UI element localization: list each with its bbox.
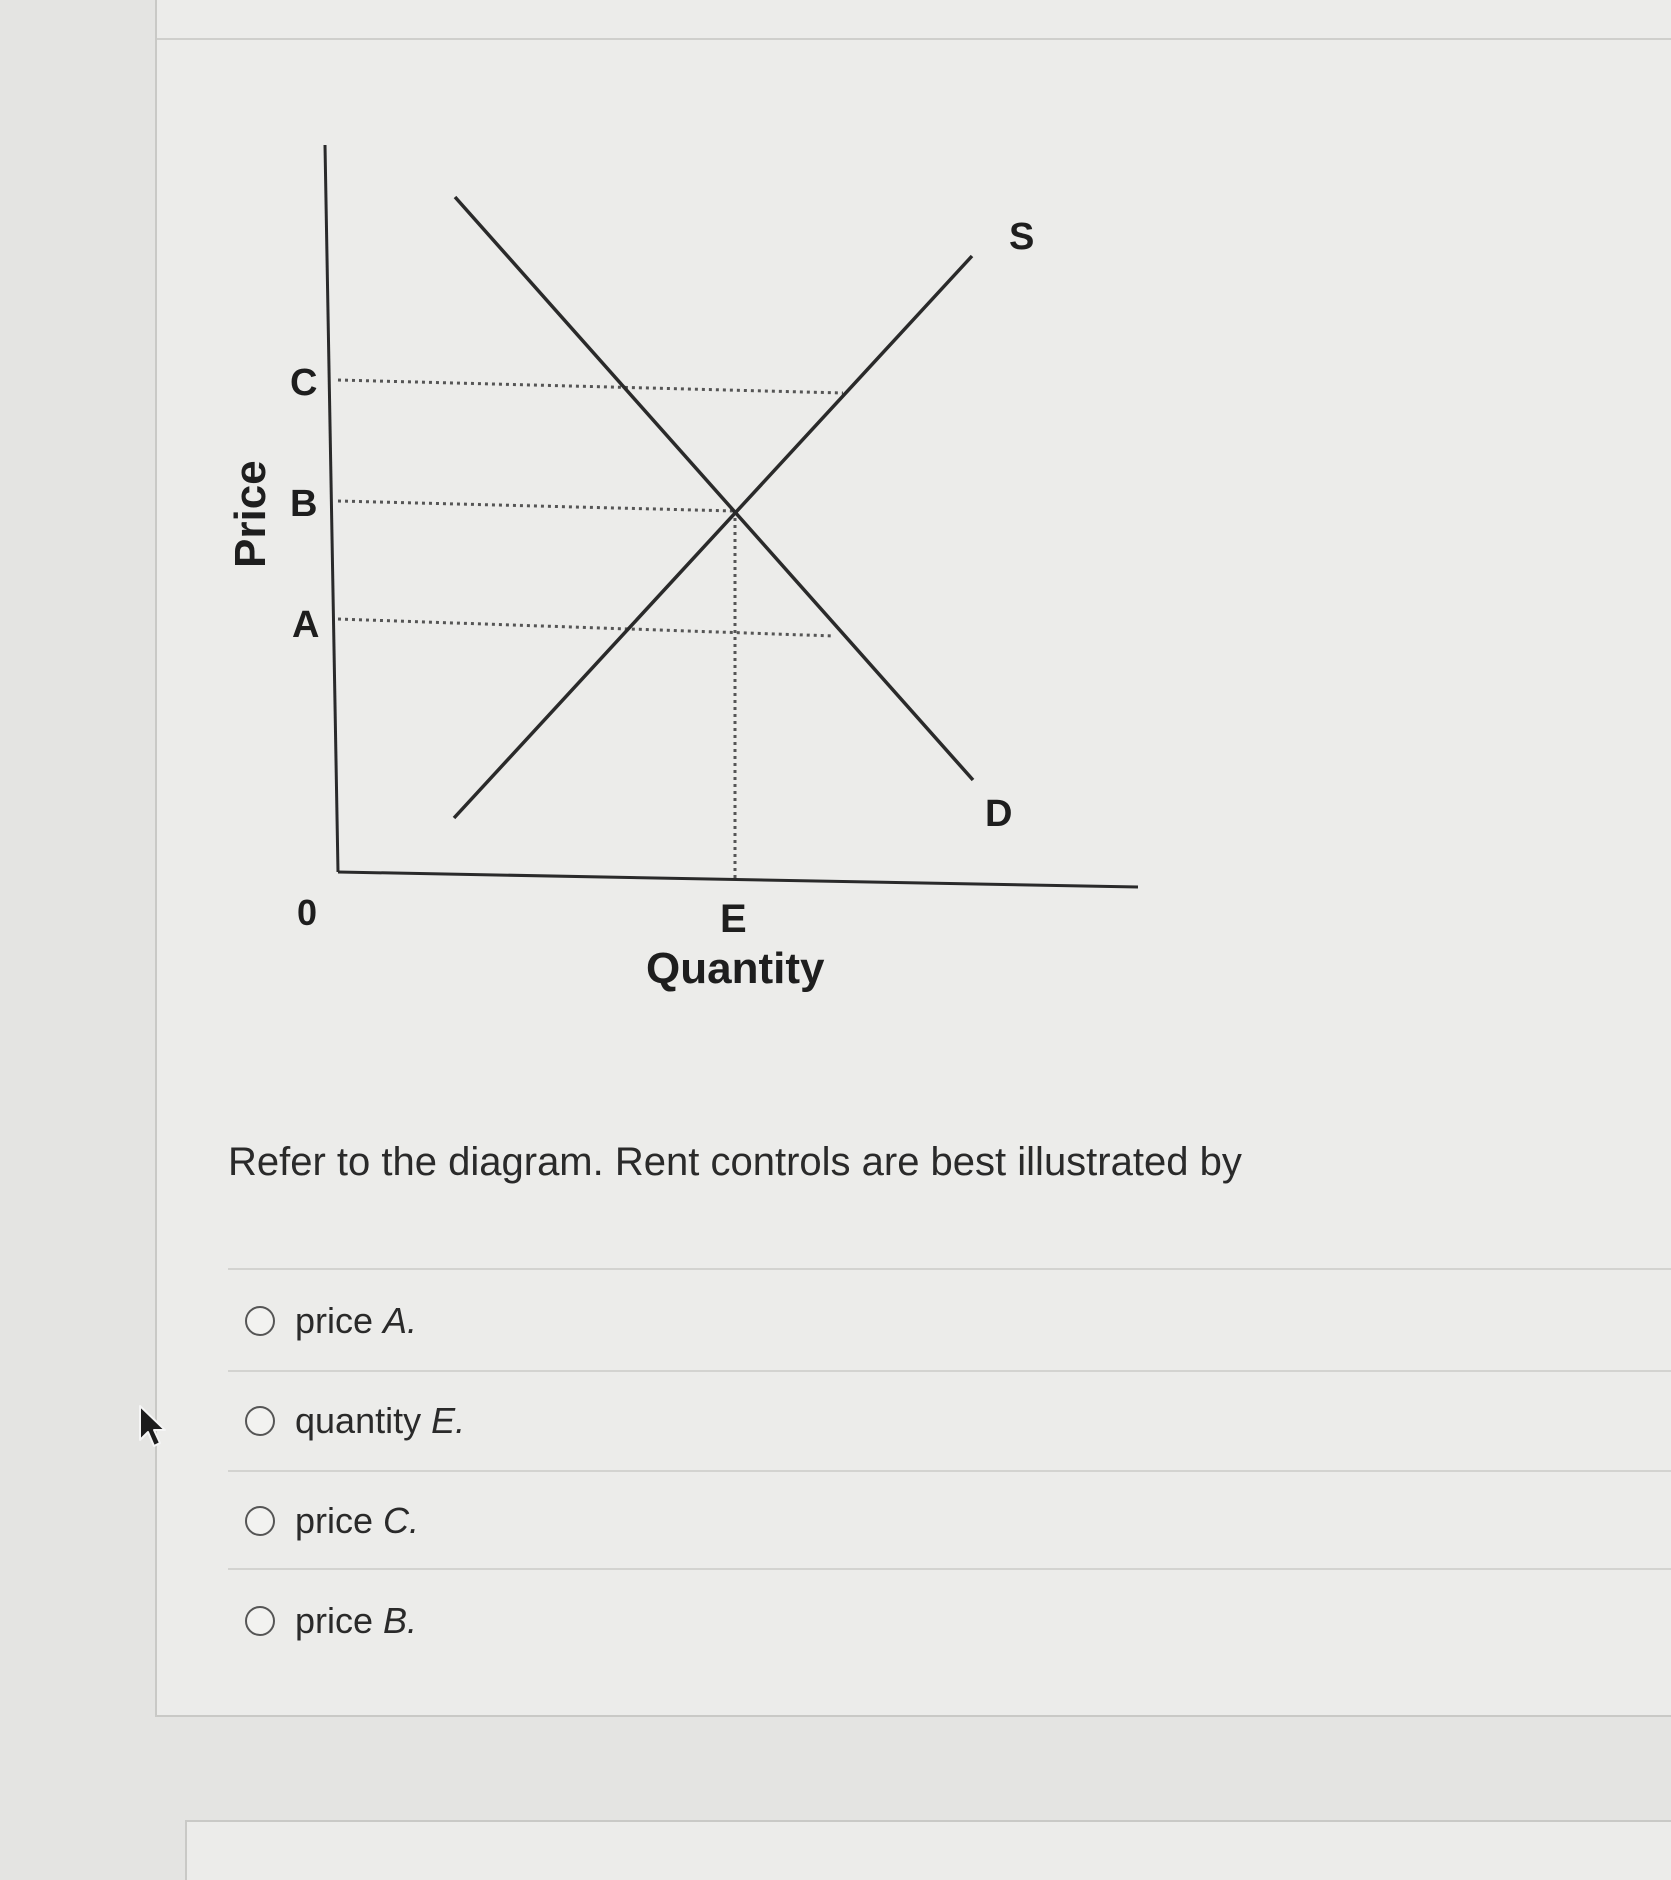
quantity-e-label: E <box>720 897 747 941</box>
supply-label: S <box>1009 216 1035 258</box>
option-label: price B. <box>295 1600 418 1641</box>
price-c-label: C <box>290 362 318 404</box>
option-price-a[interactable] <box>245 1300 417 1342</box>
question-text: Refer to the diagram. Rent controls are best illustrated by <box>228 1140 1242 1184</box>
option-price-b[interactable] <box>245 1600 417 1642</box>
option-quantity-e[interactable] <box>245 1400 465 1442</box>
price-a-line <box>338 619 834 636</box>
option-label: quantity E. <box>295 1400 466 1441</box>
radio-button[interactable] <box>245 1606 275 1636</box>
price-a-label: A <box>292 604 320 646</box>
price-b-line <box>338 501 735 511</box>
origin-label: 0 <box>297 892 318 933</box>
price-b-label: B <box>290 483 318 525</box>
divider <box>228 1268 1671 1270</box>
demand-curve <box>455 197 973 780</box>
divider <box>228 1470 1671 1472</box>
quantity-axis-label: Quantity <box>646 944 825 993</box>
price-axis-label: Price <box>226 460 275 568</box>
mouse-cursor-icon <box>138 1404 168 1448</box>
option-price-c[interactable] <box>245 1500 419 1542</box>
option-label: price C. <box>295 1500 420 1541</box>
demand-label: D <box>985 793 1013 835</box>
next-question-card <box>185 1820 1671 1880</box>
price-c-line <box>338 380 843 393</box>
radio-button[interactable] <box>245 1306 275 1336</box>
supply-curve <box>454 256 972 818</box>
option-label: price A. <box>295 1300 418 1341</box>
quantity-axis <box>338 872 1138 887</box>
price-axis <box>325 145 338 872</box>
divider <box>228 1568 1671 1570</box>
divider <box>228 1370 1671 1372</box>
radio-button[interactable] <box>245 1406 275 1436</box>
radio-button[interactable] <box>245 1506 275 1536</box>
